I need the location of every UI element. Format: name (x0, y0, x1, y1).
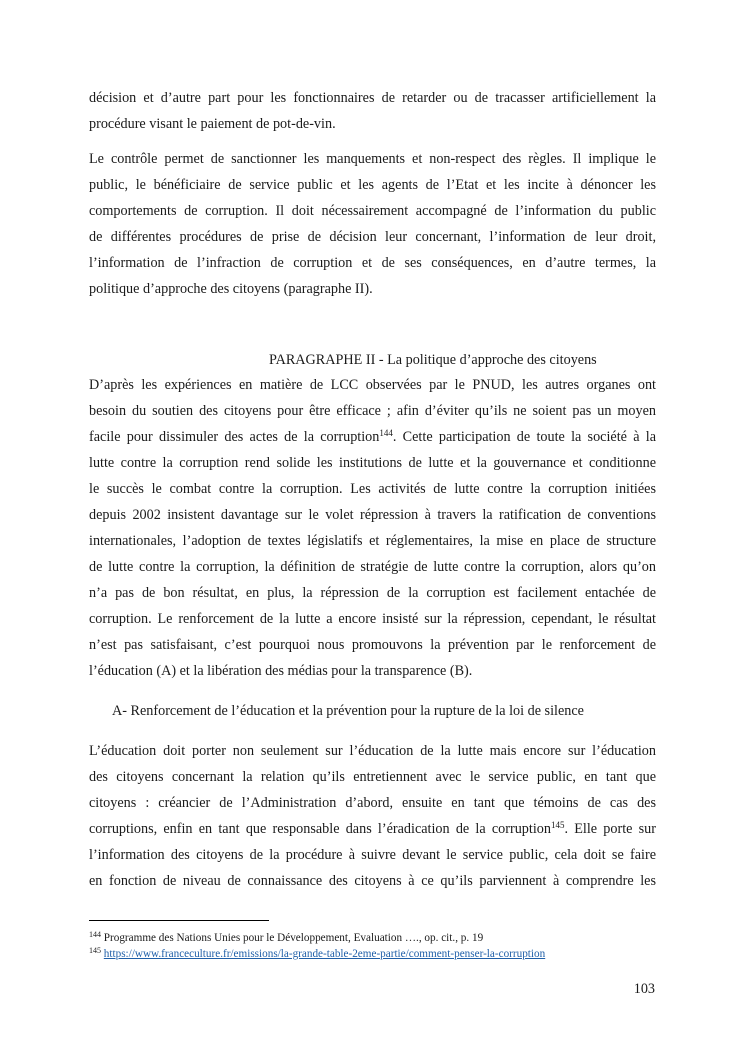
footnote-text: Programme des Nations Unies pour le Développement, Evaluation …., op. cit., p. 19 (103, 932, 484, 944)
body-line: des citoyens concernant la relation qu’ils entretiennent avec le service public, en tant que (89, 769, 656, 785)
body-line: internationales, l’adoption de textes législatifs et réglementaires, la mise en place de structure (89, 533, 656, 549)
body-line: Le contrôle permet de sanctionner les manquements et non-respect des règles. Il implique le (89, 151, 656, 167)
footnote-separator (89, 920, 269, 921)
footnote-number: 145 (89, 946, 101, 955)
body-line (89, 428, 656, 446)
body-line: décision et d’autre part pour les fonctionnaires de retarder ou de tracasser artificiellement la (89, 90, 656, 106)
footnote-144 (89, 931, 483, 946)
body-text: facile pour dissimuler des actes de la corruption (89, 429, 380, 445)
footnote-ref-144[interactable]: 144 (379, 428, 393, 438)
body-line: citoyens : créancier de l’Administration d’abord, ensuite en tant que témoins de cas des (89, 795, 656, 811)
body-line: comportements de corruption. Il doit nécessairement accompagné de l’information du public (89, 203, 656, 219)
body-line: procédure visant le paiement de pot-de-vin. (89, 116, 336, 132)
body-line: public, le bénéficiaire de service public et les agents de l’Etat et les incite à dénoncer les (89, 177, 656, 193)
body-line: de différentes procédures de prise de décision leur concernant, l’information de leur droit, (89, 229, 656, 245)
body-line: de lutte contre la corruption, la définition de stratégie de lutte contre la corruption, alors qu’on (89, 559, 656, 575)
body-line: en fonction de niveau de connaissance des citoyens à ce qu’ils parviennent à comprendre les (89, 873, 656, 889)
body-line: n’est pas satisfaisant, c’est pourquoi nous promouvons la prévention par le renforcement de (89, 637, 656, 653)
body-line: l’information de l’infraction de corruption et de ses conséquences, en d’autre termes, la (89, 255, 656, 271)
section-heading: A- Renforcement de l’éducation et la prévention pour la rupture de la loi de silence (112, 703, 584, 719)
body-line: lutte contre la corruption rend solide les institutions de lutte et la gouvernance et conditionne (89, 455, 656, 471)
body-text: . Cette participation de toute la société à la (392, 429, 656, 445)
body-line: l’éducation (A) et la libération des médias pour la transparence (B). (89, 663, 473, 679)
body-line: politique d’approche des citoyens (paragraphe II). (89, 281, 373, 297)
body-line: le succès le combat contre la corruption. Les activités de lutte contre la corruption initiées (89, 481, 656, 497)
footnote-ref-145[interactable]: 145 (550, 820, 565, 830)
body-line: D’après les expériences en matière de LCC observées par le PNUD, les autres organes ont (89, 377, 656, 393)
body-line: n’a pas de bon résultat, en plus, la répression de la corruption est facilement entachée de (89, 585, 656, 601)
body-text: . Elle porte sur (564, 821, 656, 837)
paragraph-heading: PARAGRAPHE II - La politique d’approche des citoyens (269, 352, 597, 368)
page-number: 103 (633, 981, 655, 997)
body-line: depuis 2002 insistent davantage sur le volet répression à travers la ratification de conventions (89, 507, 656, 523)
body-line (89, 820, 656, 838)
body-text: corruptions, enfin en tant que responsable dans l’éradication de la corruption (89, 821, 551, 837)
body-line: besoin du soutien des citoyens pour être efficace ; afin d’éviter qu’ils ne soient pas un moyen (89, 403, 656, 419)
footnote-145 (89, 947, 545, 962)
footnote-number: 144 (89, 930, 101, 939)
body-line: corruption. Le renforcement de la lutte a encore insisté sur la répression, cependant, le résultat (89, 611, 656, 627)
body-line: l’information des citoyens de la procédure à suivre devant le service public, cela doit se faire (89, 847, 656, 863)
body-line: L’éducation doit porter non seulement sur l’éducation de la lutte mais encore sur l’éducation (89, 743, 656, 759)
footnote-link[interactable]: https://www.franceculture.fr/emissions/la-grande-table-2eme-partie/comment-penser-la-corruption (103, 948, 546, 960)
